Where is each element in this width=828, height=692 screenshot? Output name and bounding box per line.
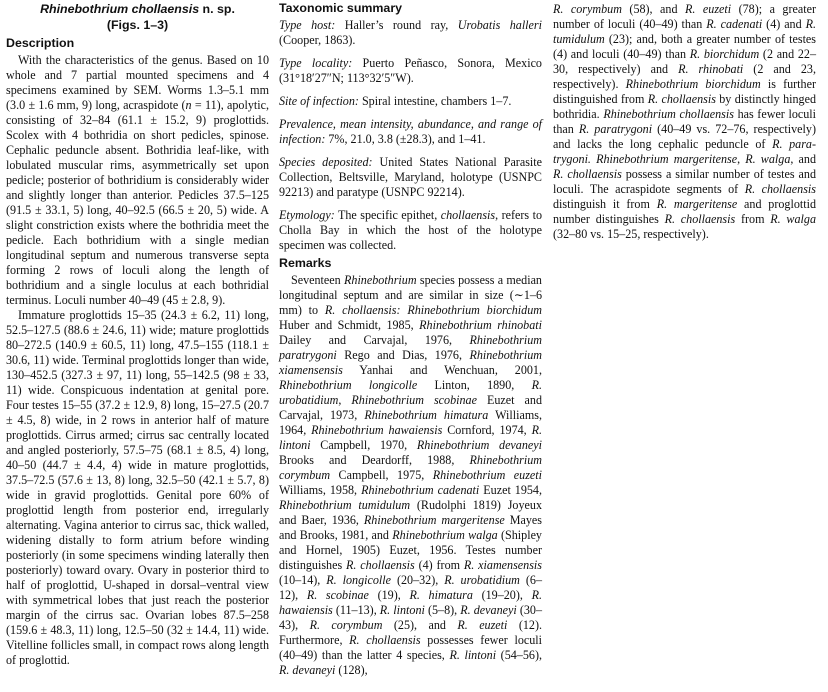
italic-text: R. rhinobati bbox=[678, 62, 744, 76]
text-run: , bbox=[737, 152, 746, 166]
italic-text: R. lintoni bbox=[379, 603, 425, 617]
taxonomic-item-etymology bbox=[279, 208, 542, 253]
italic-text: R. cadenati bbox=[706, 17, 763, 31]
taxonomic-item-prevalence bbox=[279, 117, 542, 147]
italic-text: R. paratrygoni. Rhinebothrium margeritense bbox=[553, 137, 817, 166]
text-run: The specific epithet, bbox=[334, 208, 441, 222]
italic-text: R. chollaensis bbox=[346, 558, 415, 572]
italic-text: R. tumidulum bbox=[553, 17, 816, 46]
italic-text: Rhinebothrium cadenati bbox=[361, 483, 480, 497]
text-run: Immature proglottids 15–35 (24.3 ± 6.2, 11) long, 52.5–127.5 (88.6 ± 24.6, 11) wide; mature proglottids 80–272.5 (140.9 ± 60.5, 11) long, 47.5–155 (118.1 ± 30.6, 11) wide. Terminal proglottids longer than wide, 130–452.5 (327.3 ± 97, 11) long, 55–142.5 (98 ± 33, 11) wide. Conspicuous indentation at genital pore. Four testes 15–55 (37.2 ± 12.9, 8) long, 15–27.5 (20.7 ± 4.5, 8) wide, in 2 rows in anterior half of mature proglottids. Cirrus armed; cirrus sac centrally located and angled posteriorly, 57.5–75 (68.1 ± 8.5, 4) long, 40–50 (44.7 ± 4.4, 4) wide in mature proglottids, 37.5–72.5 (57.6 ± 13, 8) long, 32.5–50 (42.1 ± 5.7, 8) wide in gravid proglottids. Genital pore 60% of proglottid length from posterior end, irregularly alternating. Vagina anterior to cirrus sac, thick walled, widening distally to form atrium before winding posteriorly (in some specimens winding laterally then posteriorly) toward ovary. Ovary in posterior third to half of proglottid, U-shaped in dorsal–ventral view with symmetrical lobes that just reach the posterior margin of the cirrus sac. Ovarian lobes 87.5–258 (159.6 ± 48.3, 11) long, 12.5–50 (32 ± 14.4, 11) wide. Vitelline follicles small, in compact rows along length of proglottid. bbox=[6, 308, 269, 667]
text-run: (6–12), bbox=[279, 573, 542, 602]
taxonomic-item-species-deposited bbox=[279, 155, 542, 200]
text-run: Seventeen bbox=[291, 273, 345, 287]
taxonomic-item-site-of-infection bbox=[279, 94, 542, 109]
text-run: Huber and Schmidt, 1985, bbox=[279, 318, 420, 332]
text-run: (4) from bbox=[414, 558, 464, 572]
italic-text: R. biorchidum bbox=[689, 47, 760, 61]
italic-text: Rhinebothrium xiamensensis bbox=[279, 348, 542, 377]
taxonomic-item-type-locality bbox=[279, 56, 542, 86]
text-run: Yanhai and Wenchuan, 2001, bbox=[342, 363, 542, 377]
remarks-paragraph bbox=[279, 273, 542, 678]
text-run: (78); a greater number of loculi (40–49) than bbox=[553, 2, 816, 31]
text-run: (Cooper, 1863). bbox=[279, 33, 356, 47]
italic-text: R. walga bbox=[745, 152, 791, 166]
italic-text: Prevalence, mean intensity, abundance, and range of infection: bbox=[279, 117, 542, 146]
italic-text: Type locality: bbox=[279, 56, 353, 70]
text-run: 7%, 21.0, 3.8 (±28.3), and 1–41. bbox=[325, 132, 486, 146]
text-run: , refers to Cholla Bay in which the host of the holotype specimen was collected. bbox=[279, 208, 542, 252]
italic-text: R. urobatidium bbox=[444, 573, 520, 587]
text-run: (32–80 vs. 15–25, respectively). bbox=[553, 227, 709, 241]
italic-text: R. chollaensis bbox=[349, 633, 421, 647]
italic-text: R. urobatidium bbox=[279, 378, 542, 407]
italic-text: Rhinebothrium rhinobati bbox=[419, 318, 542, 332]
italic-text: R. lintoni bbox=[279, 423, 543, 452]
italic-text: R. hawaiensis bbox=[279, 588, 542, 617]
text-run: (25), and bbox=[382, 618, 458, 632]
italic-text: Species deposited: bbox=[279, 155, 373, 169]
italic-text: R. euzeti bbox=[685, 2, 732, 16]
text-run: Brooks and Deardorff, 1988, bbox=[279, 453, 470, 467]
italic-text: chollaensis bbox=[440, 208, 496, 222]
italic-text: R. lintoni bbox=[449, 648, 497, 662]
italic-text: R. himatura bbox=[409, 588, 473, 602]
italic-text: Rhinebothrium corymbum bbox=[279, 453, 542, 482]
remarks-heading: Remarks bbox=[279, 256, 332, 270]
italic-text: Type host: bbox=[279, 18, 336, 32]
italic-text: R. devaneyi bbox=[460, 603, 517, 617]
italic-text: R. scobinae bbox=[306, 588, 369, 602]
text-run: (30–43), bbox=[279, 603, 542, 632]
remarks-paragraph-continued bbox=[553, 2, 816, 242]
species-suffix: n. sp. bbox=[199, 2, 235, 16]
italic-text: R. corymbum bbox=[309, 618, 383, 632]
text-run: United States National Parasite Collection, Beltsville, Maryland, holotype (USNPC 92213) and paratype (USNPC 92214). bbox=[279, 155, 543, 199]
text-run: Puerto Peñasco, Sonora, Mexico (31°18′27″N; 113°32′5″W). bbox=[279, 56, 542, 85]
species-title bbox=[6, 1, 269, 33]
italic-text: R. euzeti bbox=[457, 618, 508, 632]
text-run: by distinctly hinged bothridia. bbox=[553, 92, 816, 121]
text-run: (2 and 23, respectively). bbox=[553, 62, 816, 91]
italic-text: Rhinebothrium euzeti bbox=[432, 468, 542, 482]
taxonomic-item-type-host bbox=[279, 18, 542, 48]
text-run: (5–8), bbox=[424, 603, 461, 617]
text-run: (19–20), bbox=[472, 588, 532, 602]
text-run: Williams, 1958, bbox=[279, 483, 362, 497]
text-run: , bbox=[338, 393, 352, 407]
text-run: has fewer loculi than bbox=[553, 107, 817, 136]
text-run: (128), bbox=[335, 663, 368, 677]
text-run: (Rudolphi 1819) Joyeux and Baer, 1936, bbox=[279, 498, 542, 527]
text-run: possesses fewer loculi (40–49) than the latter 4 species, bbox=[279, 633, 543, 662]
text-run: (12). Furthermore, bbox=[279, 618, 542, 647]
text-run: (Shipley and Hornel, 1905) Euzet, 1956. Testes number distinguishes bbox=[279, 528, 542, 572]
taxonomic-summary-list bbox=[279, 18, 542, 253]
text-run: (2 and 22–30, respectively) and bbox=[553, 47, 817, 76]
description-heading: Description bbox=[6, 36, 75, 50]
italic-text: R. margeritense bbox=[656, 197, 738, 211]
text-run: from bbox=[735, 212, 771, 226]
italic-text: Rhinebothrium walga bbox=[392, 528, 498, 542]
italic-text: Rhinebothrium paratrygoni bbox=[279, 333, 542, 362]
italic-text: R. xiamensensis bbox=[463, 558, 542, 572]
text-run: Linton, 1890, bbox=[417, 378, 532, 392]
italic-text: R. paratrygoni bbox=[578, 122, 653, 136]
column-1 bbox=[6, 0, 269, 668]
text-run: Haller’s round ray, bbox=[335, 18, 458, 32]
italic-text: R. chollaensis bbox=[553, 167, 622, 181]
figure-reference: (Figs. 1–3) bbox=[106, 18, 169, 32]
taxonomic-summary-heading: Taxonomic summary bbox=[279, 1, 403, 15]
text-run: distinguish it from bbox=[553, 197, 657, 211]
italic-text: Rhinebothrium devaneyi bbox=[416, 438, 542, 452]
text-run: and proglottid number distinguishes bbox=[553, 197, 817, 226]
italic-text: Rhinebothrium margeritense bbox=[363, 513, 505, 527]
italic-text: R. chollaensis bbox=[647, 92, 716, 106]
text-run: (11–13), bbox=[332, 603, 380, 617]
italic-text: Rhinebothrium himatura bbox=[364, 408, 489, 422]
italic-text: Urobatis halleri bbox=[457, 18, 542, 32]
description-paragraph bbox=[6, 53, 269, 308]
text-run: Dailey and Carvajal, 1976, bbox=[279, 333, 470, 347]
italic-text: Rhinebothrium biorchidum bbox=[625, 77, 761, 91]
text-run: possess a similar number of testes and loculi. The acraspidote segments of bbox=[553, 167, 816, 196]
species-name: Rhinebothrium chollaensis bbox=[40, 2, 200, 16]
text-run: (20–32), bbox=[391, 573, 445, 587]
text-run: (23); and, both a greater number of testes (4) and loculi (40–49) than bbox=[553, 32, 816, 61]
text-run: = 11), apolytic, consisting of 32–84 (61.1 ± 15.2, 9) proglottids. Scolex with 4 bothridia on short pedicles, spinose. Cephalic peduncle absent. Bothridia leaf-like, with lobulated muscular rims, asymmetrically set upon pedicle; posterior of bothridium is considerably wider and slightly longer than anterior. Pedicles 37.5–125 (91.5 ± 33.1, 5) long, 40–92.5 (66.5 ± 20, 5) wide. A slight constriction exists where the bothridia meet the pedicle. Each bothridium with a single median longitudinal septum and numerous transverse septa forming 2 rows of loculi along the length of bothridium and a single loculus at each bothridial terminus. Loculi number 40–49 (45 ± 2.8, 9). bbox=[6, 98, 269, 307]
text-run: Rego and Dias, 1976, bbox=[336, 348, 470, 362]
italic-text: R. devaneyi bbox=[279, 663, 336, 677]
text-run: is further distinguished from bbox=[553, 77, 816, 106]
italic-text: R. corymbum bbox=[553, 2, 622, 16]
text-run: , and bbox=[790, 152, 816, 166]
italic-text: R. walga bbox=[770, 212, 816, 226]
italic-text: Rhinebothrium tumidulum bbox=[279, 498, 411, 512]
italic-text: R. chollaensis bbox=[664, 212, 736, 226]
italic-text: R. chollaensis: Rhinebothrium biorchidum bbox=[324, 303, 542, 317]
text-run: Cornford, 1974, bbox=[442, 423, 532, 437]
italic-text: Rhinebothrium chollaensis bbox=[603, 107, 734, 121]
text-run: (19), bbox=[368, 588, 410, 602]
italic-text: Rhinebothrium bbox=[344, 273, 417, 287]
text-run: species possess a median longitudinal septum and are similar in size (∼1–6 mm) to bbox=[279, 273, 542, 317]
italic-text: n bbox=[185, 98, 192, 112]
text-run: (54–56), bbox=[496, 648, 542, 662]
text-run: (4) and bbox=[762, 17, 806, 31]
text-run: Spiral intestine, chambers 1–7. bbox=[358, 94, 512, 108]
italic-text: Rhinebothrium scobinae bbox=[351, 393, 477, 407]
text-run: (58), and bbox=[621, 2, 686, 16]
text-run: Euzet and Carvajal, 1973, bbox=[279, 393, 542, 422]
column-3 bbox=[553, 0, 816, 242]
description-paragraph bbox=[6, 308, 269, 668]
column-2 bbox=[279, 0, 542, 678]
italic-text: Site of infection: bbox=[279, 94, 359, 108]
italic-text: Etymology: bbox=[279, 208, 335, 222]
text-run: Mayes and Brooks, 1981, and bbox=[279, 513, 542, 542]
italic-text: Rhinebothrium hawaiensis bbox=[311, 423, 443, 437]
text-run: Euzet 1954, bbox=[479, 483, 543, 497]
text-run: (10–14), bbox=[279, 573, 327, 587]
text-run: (40–49 vs. 72–76, respectively) and lacks the long cephalic peduncle of bbox=[553, 122, 816, 151]
text-run: Campbell, 1975, bbox=[330, 468, 433, 482]
text-run: Williams, 1964, bbox=[279, 408, 542, 437]
italic-text: Rhinebothrium longicolle bbox=[279, 378, 418, 392]
italic-text: R. chollaensis bbox=[744, 182, 816, 196]
italic-text: R. longicolle bbox=[326, 573, 391, 587]
text-run: With the characteristics of the genus. Based on 10 whole and 7 partial mounted specimens and 4 specimens examined by SEM. Worms 1.3–5.1 mm (3.0 ± 1.6 mm, 9) long, acraspidote ( bbox=[6, 53, 269, 112]
text-run: Campbell, 1970, bbox=[310, 438, 417, 452]
